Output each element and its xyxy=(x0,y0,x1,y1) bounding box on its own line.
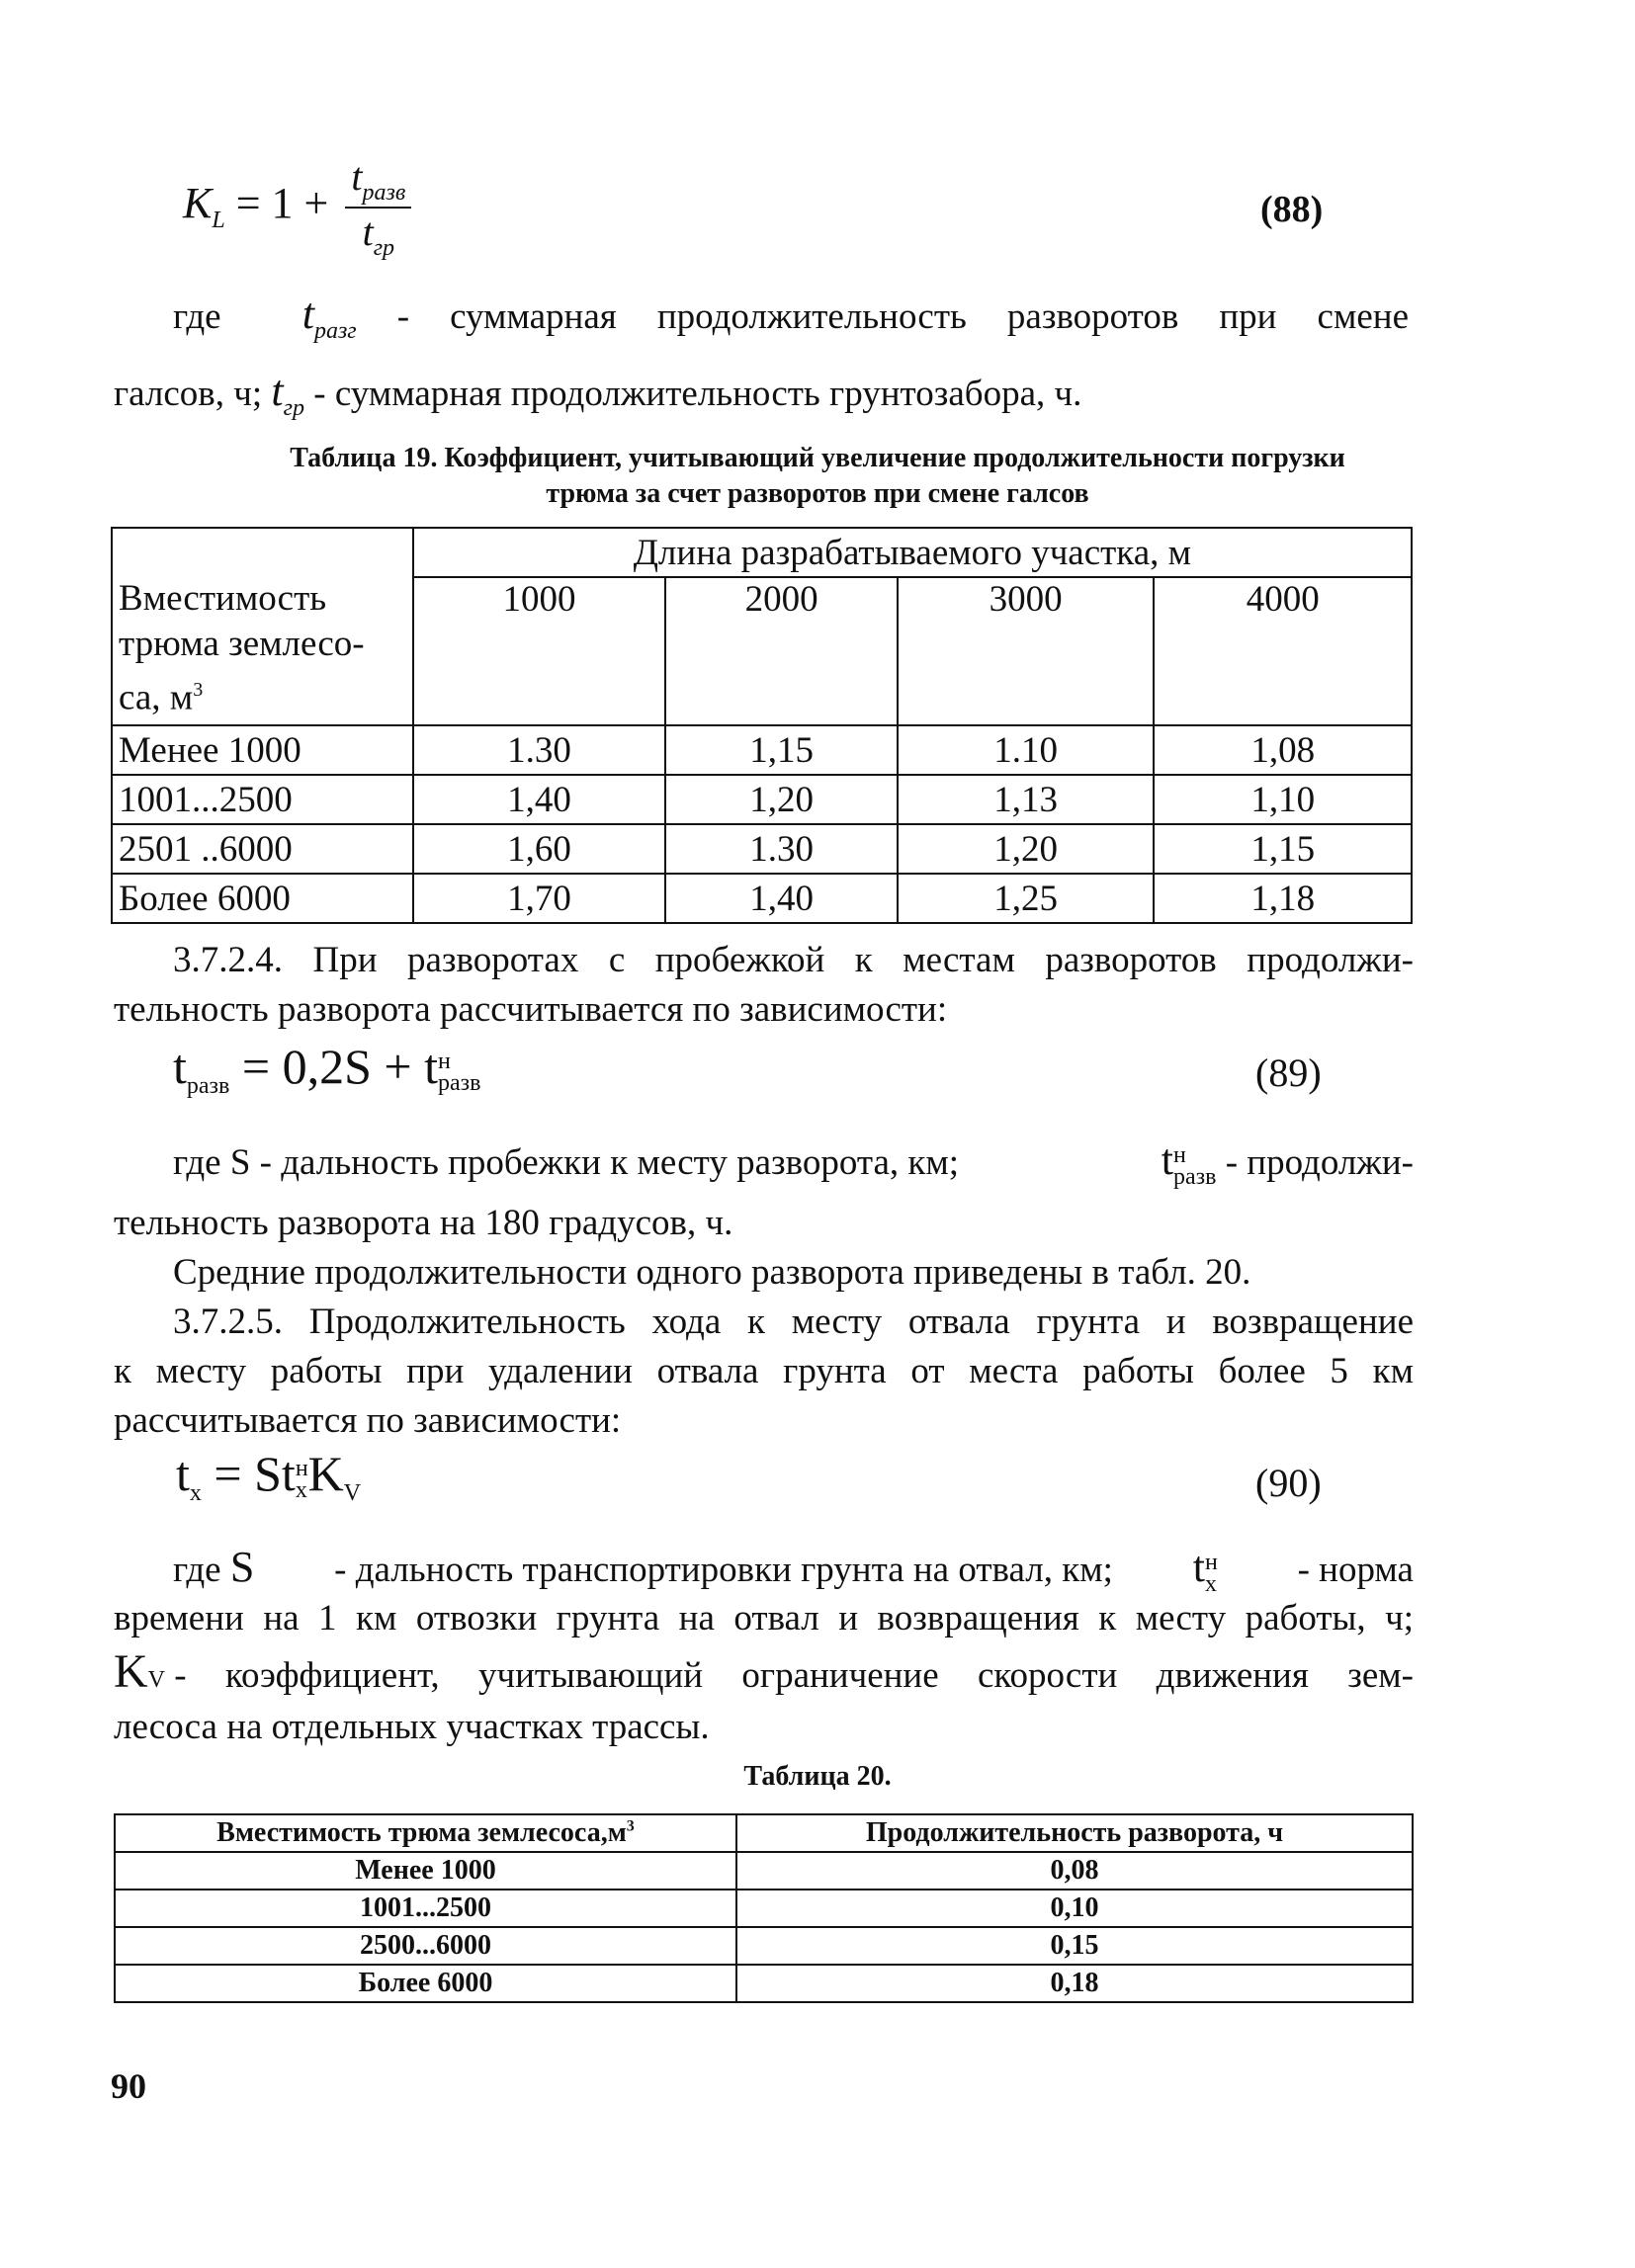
table-20-cell: 0,08 xyxy=(736,1852,1413,1890)
formula-88-lhs-sub: L xyxy=(212,208,225,234)
var-t-sub: разг xyxy=(313,318,357,344)
formula-88-fraction xyxy=(345,153,411,262)
table-20-row-label: Более 6000 xyxy=(115,1965,736,2002)
table-19-cell: 1.30 xyxy=(413,725,666,775)
formula-body: = 0,2S + t xyxy=(241,1039,438,1094)
paragraph-3724-where xyxy=(173,1134,1414,1189)
paragraph-3725-line2: к месту работы при удалении отвала грунта от места работы более 5 км xyxy=(114,1351,1414,1391)
table-19-col-header: 2000 xyxy=(665,577,898,725)
table-row xyxy=(115,1927,1413,1965)
paragraph-3725-line3: рассчитывается по зависимости: xyxy=(114,1400,622,1441)
table-20-header-right: Продолжительность разворота, ч xyxy=(736,1814,1413,1852)
var-sub: разв xyxy=(437,1069,481,1096)
paragraph-3724-where-cont: тельность разворота на 180 градусов, ч. xyxy=(114,1203,733,1243)
table-19-cell: 1,15 xyxy=(665,725,898,775)
table-19-cell: 1,18 xyxy=(1154,874,1412,923)
table-19-row-label: 2501 ..6000 xyxy=(112,824,413,874)
table-row xyxy=(112,824,1412,874)
var-t: t xyxy=(176,1446,190,1501)
formula-88-lhs: K xyxy=(183,179,213,228)
table-19-col-header: 3000 xyxy=(898,577,1155,725)
var-s: S xyxy=(229,1543,255,1591)
var-sup: н xyxy=(1172,1141,1186,1168)
where-paragraph-1 xyxy=(173,289,1409,357)
table-19-cell: 1,25 xyxy=(898,874,1155,923)
table-19-cell: 1,20 xyxy=(898,824,1155,874)
table-row xyxy=(115,1965,1413,2002)
var-sub: разв xyxy=(186,1073,230,1099)
var-sup: н xyxy=(295,1455,308,1481)
table-19-cell: 1,70 xyxy=(413,874,666,923)
paragraph-3725-where xyxy=(173,1542,1414,1596)
var-sub: х xyxy=(1204,1570,1217,1597)
table-19-cell: 1,08 xyxy=(1154,725,1412,775)
table-20-cell: 0,10 xyxy=(736,1890,1413,1927)
formula-88-den-sub: гр xyxy=(373,235,395,261)
var-t: t xyxy=(173,1039,187,1094)
table-19-col-header: 4000 xyxy=(1154,577,1412,725)
formula-body: = St xyxy=(214,1446,296,1501)
var-sup: н xyxy=(437,1048,451,1074)
var-sub: х xyxy=(295,1476,307,1503)
formula-88-num: t xyxy=(351,154,363,199)
var-sub: V xyxy=(147,1667,166,1693)
formula-88-num-sub: разв xyxy=(362,180,406,206)
page-number: 90 xyxy=(111,2066,146,2106)
paragraph-3725-where-line4: лесоса на отдельных участках трассы. xyxy=(114,1707,710,1747)
table-19-col-header: 1000 xyxy=(413,577,666,725)
var-t: t xyxy=(271,367,284,415)
table-20-header-left: Вместимость трюма $землесоса,м^3$ xyxy=(115,1814,736,1852)
var-t: t xyxy=(1161,1135,1173,1184)
var-sup: н xyxy=(1204,1549,1218,1575)
paragraph-3724-line1: 3.7.2.4. При разворотах с пробежкой к местам разворотов продолжи- xyxy=(173,940,1414,980)
var-t: t xyxy=(301,290,314,338)
paragraph-average: Средние продолжительности одного разворота приведены в табл. 20. xyxy=(173,1252,1251,1293)
table-19-row-label: 1001...2500 xyxy=(112,775,413,824)
formula-88 xyxy=(183,153,411,262)
where-paragraph-1-cont xyxy=(114,366,1081,434)
where-text: галсов, ч; xyxy=(114,374,263,414)
table-20-row-label: 2500...6000 xyxy=(115,1927,736,1965)
table-19-row-label: Более 6000 xyxy=(112,874,413,923)
var-sub: х xyxy=(189,1480,202,1506)
table-row xyxy=(112,775,1412,824)
table-20 xyxy=(114,1813,1414,2003)
equation-number-90: (90) xyxy=(1255,1461,1322,1505)
table-19-cell: 1,10 xyxy=(1154,775,1412,824)
table-19-cell: 1.10 xyxy=(898,725,1155,775)
table-20-cell: 0,18 xyxy=(736,1965,1413,2002)
table-19-cell: 1,13 xyxy=(898,775,1155,824)
where-word: где xyxy=(173,1550,221,1590)
table-row xyxy=(115,1852,1413,1890)
where-text: - продолжи- xyxy=(1225,1142,1414,1183)
equation-number-89: (89) xyxy=(1255,1050,1322,1095)
table-19-cell: 1.30 xyxy=(665,824,898,874)
var-t-sub: гр xyxy=(283,395,305,421)
where-text: - суммарная продолжительность разворотов при смене xyxy=(396,296,1410,337)
table-20-row-label: 1001...2500 xyxy=(115,1890,736,1927)
table-20-caption: Таблица 20. xyxy=(743,1761,892,1792)
var-t: t xyxy=(1192,1543,1205,1591)
paragraph-3725-line1: 3.7.2.5. Продолжительность хода к месту отвала грунта и возвращение xyxy=(173,1302,1414,1342)
table-19-caption-2: трюма за счет разворотов при смене галсов xyxy=(546,478,1089,509)
table-19-row-label: Менее 1000 xyxy=(112,725,413,775)
where-text: - суммарная продолжительность грунтозабора, ч. xyxy=(313,374,1082,414)
table-19-caption-1: Таблица 19. Коэффициент, учитывающий увеличение продолжительности погрузки xyxy=(290,443,1345,473)
var-sub: V xyxy=(343,1480,362,1506)
paragraph-3725-where-line3 xyxy=(114,1646,1414,1706)
formula-88-eq: = 1 + xyxy=(235,179,329,228)
formula-90 xyxy=(176,1445,361,1507)
table-19 xyxy=(111,527,1413,924)
table-20-row-label: Менее 1000 xyxy=(115,1852,736,1890)
formula-89 xyxy=(173,1038,480,1100)
table-19-row-header: Вместимость трюма землесо-са, $м^3$ xyxy=(112,528,413,725)
where-text: - норма xyxy=(1297,1550,1414,1590)
table-row xyxy=(115,1890,1413,1927)
formula-88-den: t xyxy=(362,210,374,254)
table-19-cell: 1,60 xyxy=(413,824,666,874)
equation-number-88: (88) xyxy=(1260,189,1324,230)
table-20-cell: 0,15 xyxy=(736,1927,1413,1965)
paragraph-3724-line2: тельность разворота рассчитывается по зависимости: xyxy=(114,989,948,1030)
where-text: - коэффициент, учитывающий ограничение скорости движения зем- xyxy=(174,1655,1414,1696)
var-k: K xyxy=(114,1645,148,1698)
where-text: где S - дальность пробежки к месту разворота, км; xyxy=(173,1142,960,1183)
table-19-cell: 1,15 xyxy=(1154,824,1412,874)
var-k: K xyxy=(307,1446,344,1501)
where-word: где xyxy=(173,296,221,337)
table-19-cell: 1,40 xyxy=(413,775,666,824)
paragraph-3725-where-line2: времени на 1 км отвозки грунта на отвал и возвращения к месту работы, ч; xyxy=(114,1598,1414,1638)
table-19-cell: 1,20 xyxy=(665,775,898,824)
table-19-cell: 1,40 xyxy=(665,874,898,923)
table-19-group-header: Длина разрабатываемого участка, м xyxy=(413,528,1412,577)
table-row xyxy=(112,874,1412,923)
var-sub: разв xyxy=(1172,1163,1217,1190)
table-row xyxy=(112,725,1412,775)
where-text: - дальность транспортировки грунта на отвал, км; xyxy=(334,1550,1113,1590)
